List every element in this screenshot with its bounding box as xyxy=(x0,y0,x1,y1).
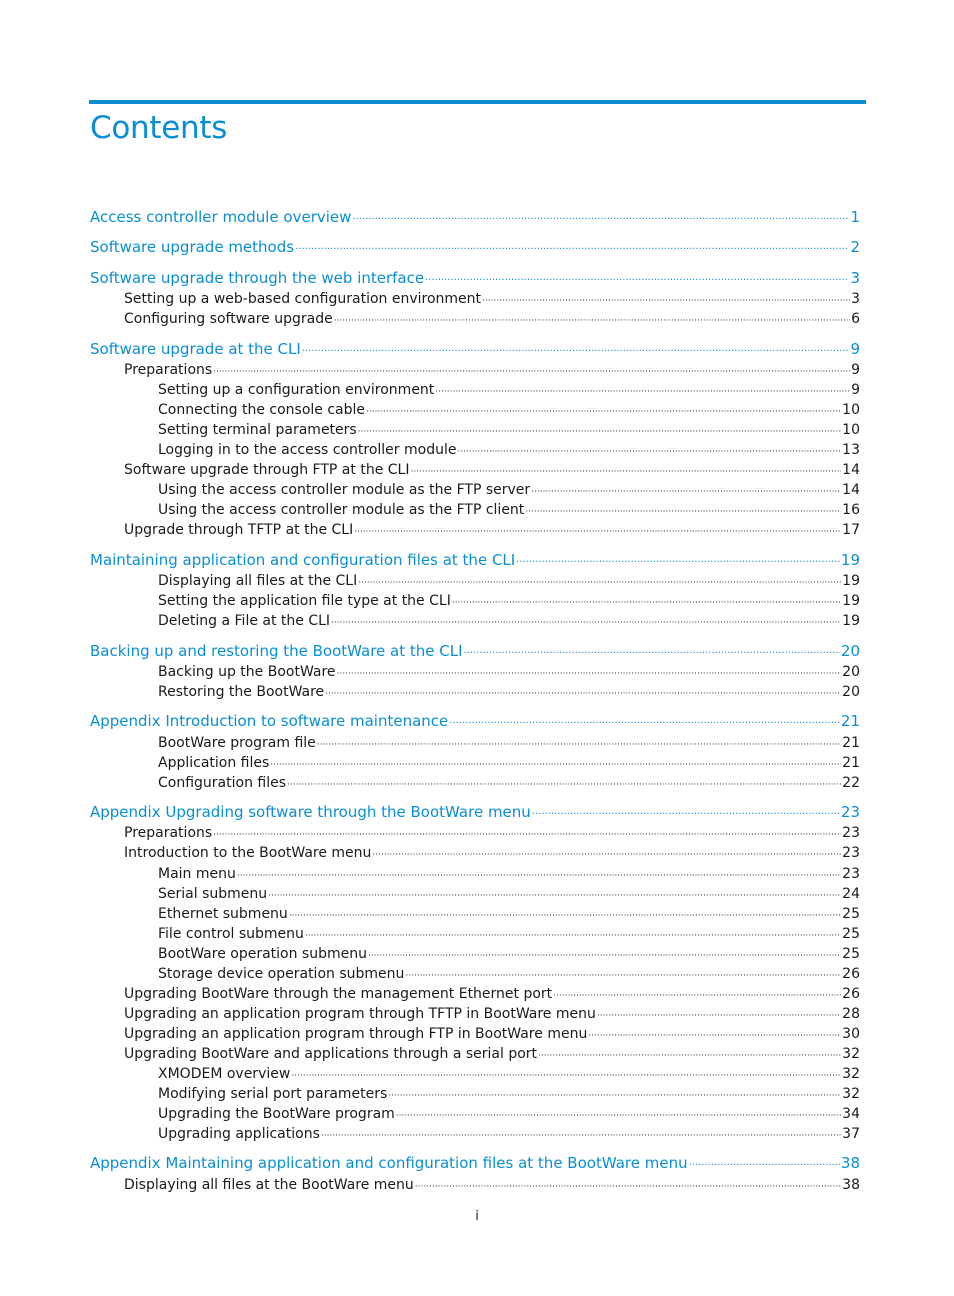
toc-entry-level-1[interactable] xyxy=(90,802,860,825)
page-title: Contents xyxy=(90,110,228,146)
toc-leader-dots xyxy=(237,866,841,886)
toc-entry-level-3[interactable] xyxy=(158,682,860,704)
toc-entry-level-3[interactable] xyxy=(158,400,860,422)
toc-entry-title: Backing up the BootWare xyxy=(158,664,336,680)
toc-entry-level-3[interactable] xyxy=(158,440,860,462)
toc-leader-dots xyxy=(331,613,841,633)
toc-entry-page: 37 xyxy=(842,1126,860,1142)
toc-leader-dots xyxy=(410,462,841,482)
toc-entry-page: 19 xyxy=(842,613,860,629)
toc-entry-title: Maintaining application and configuration files at the CLI xyxy=(90,551,516,569)
toc-leader-dots xyxy=(305,926,841,946)
toc-entry-page: 3 xyxy=(851,291,860,307)
toc-entry-level-2[interactable] xyxy=(124,1044,860,1066)
toc-entry-title: Using the access controller module as the FTP server xyxy=(158,482,531,498)
toc-leader-dots xyxy=(425,271,849,291)
toc-entry-page: 2 xyxy=(850,238,860,256)
toc-entry-level-3[interactable] xyxy=(158,1064,860,1086)
toc-entry-page: 10 xyxy=(842,422,860,438)
toc-entry-title: Setting the application file type at the CLI xyxy=(158,593,451,609)
toc-leader-dots xyxy=(302,342,850,362)
toc-entry-title: Configuring software upgrade xyxy=(124,311,333,327)
toc-entry-page: 32 xyxy=(842,1086,860,1102)
toc-leader-dots xyxy=(405,966,841,986)
toc-entry-title: Using the access controller module as the FTP client xyxy=(158,502,525,518)
toc-entry-page: 9 xyxy=(850,340,860,358)
toc-entry-level-3[interactable] xyxy=(158,864,860,886)
toc-entry-page: 3 xyxy=(850,269,860,287)
toc-entry-title: Software upgrade at the CLI xyxy=(90,340,301,358)
toc-entry-level-3[interactable] xyxy=(158,420,860,442)
toc-entry-page: 13 xyxy=(842,442,860,458)
toc-entry-title: Upgrading applications xyxy=(158,1126,320,1142)
toc-entry-page: 28 xyxy=(842,1006,860,1022)
toc-entry-page: 20 xyxy=(842,684,860,700)
toc-entry-level-2[interactable] xyxy=(124,843,860,865)
toc-entry-title: Modifying serial port parameters xyxy=(158,1086,388,1102)
toc-entry-title: Software upgrade methods xyxy=(90,238,295,256)
toc-entry-page: 10 xyxy=(842,402,860,418)
toc-entry-title: Serial submenu xyxy=(158,886,268,902)
toc-entry-page: 25 xyxy=(842,946,860,962)
toc-entry-level-3[interactable] xyxy=(158,773,860,795)
toc-leader-dots xyxy=(452,593,841,613)
toc-leader-dots xyxy=(213,825,841,845)
toc-entry-page: 34 xyxy=(842,1106,860,1122)
toc-entry-title: Upgrading the BootWare program xyxy=(158,1106,395,1122)
toc-leader-dots xyxy=(295,240,849,260)
toc-entry-level-3[interactable] xyxy=(158,884,860,906)
toc-entry-title: Main menu xyxy=(158,866,236,882)
toc-entry-page: 24 xyxy=(842,886,860,902)
toc-entry-title: Connecting the console cable xyxy=(158,402,366,418)
toc-entry-level-3[interactable] xyxy=(158,964,860,986)
toc-leader-dots xyxy=(325,684,841,704)
toc-entry-page: 30 xyxy=(842,1026,860,1042)
toc-entry-page: 9 xyxy=(851,362,860,378)
toc-entry-title: Displaying all files at the CLI xyxy=(158,573,358,589)
toc-leader-dots xyxy=(415,1177,841,1197)
toc-entry-page: 19 xyxy=(842,593,860,609)
toc-leader-dots xyxy=(291,1066,841,1086)
toc-leader-dots xyxy=(531,482,841,502)
toc-leader-dots xyxy=(388,1086,841,1106)
toc-entry-title: Software upgrade through the web interface xyxy=(90,269,425,287)
toc-entry-title: Setting up a web-based configuration environment xyxy=(124,291,482,307)
toc-entry-level-2[interactable] xyxy=(124,1175,860,1197)
toc-entry-title: Introduction to the BootWare menu xyxy=(124,845,372,861)
toc-entry-title: Upgrading BootWare and applications through a serial port xyxy=(124,1046,538,1062)
toc-entry-page: 20 xyxy=(840,642,860,660)
toc-entry-title: Upgrading BootWare through the management Ethernet port xyxy=(124,986,553,1002)
page-number: i xyxy=(475,1209,479,1224)
toc-entry-level-2[interactable] xyxy=(124,520,860,542)
toc-entry-page: 19 xyxy=(840,551,860,569)
toc-entry-level-3[interactable] xyxy=(158,733,860,755)
toc-entry-page: 38 xyxy=(840,1154,860,1172)
toc-entry-title: Ethernet submenu xyxy=(158,906,288,922)
toc-entry-page: 21 xyxy=(840,712,860,730)
toc-entry-page: 26 xyxy=(842,966,860,982)
toc-entry-level-1[interactable] xyxy=(90,237,860,260)
toc-entry-page: 25 xyxy=(842,926,860,942)
toc-entry-level-3[interactable] xyxy=(158,611,860,633)
toc-entry-page: 1 xyxy=(850,208,860,226)
toc-entry-level-3[interactable] xyxy=(158,1084,860,1106)
toc-entry-page: 23 xyxy=(840,803,860,821)
toc-entry-level-3[interactable] xyxy=(158,924,860,946)
toc-leader-dots xyxy=(516,553,840,573)
toc-entry-level-3[interactable] xyxy=(158,1124,860,1146)
toc-entry-level-2[interactable] xyxy=(124,1024,860,1046)
toc-entry-level-2[interactable] xyxy=(124,460,860,482)
toc-entry-title: Preparations xyxy=(124,362,213,378)
toc-leader-dots xyxy=(449,714,840,734)
toc-entry-title: Restoring the BootWare xyxy=(158,684,325,700)
toc-entry-level-3[interactable] xyxy=(158,944,860,966)
toc-leader-dots xyxy=(321,1126,841,1146)
toc-entry-level-3[interactable] xyxy=(158,480,860,502)
toc-entry-title: XMODEM overview xyxy=(158,1066,291,1082)
toc-entry-page: 32 xyxy=(842,1066,860,1082)
toc-entry-level-3[interactable] xyxy=(158,753,860,775)
toc-entry-page: 32 xyxy=(842,1046,860,1062)
toc-leader-dots xyxy=(334,311,850,331)
toc-entry-title: File control submenu xyxy=(158,926,304,942)
toc-entry-level-3[interactable] xyxy=(158,571,860,593)
toc-entry-page: 14 xyxy=(842,462,860,478)
toc-entry-title: Appendix Maintaining application and configuration files at the BootWare menu xyxy=(90,1154,688,1172)
toc-entry-page: 19 xyxy=(842,573,860,589)
toc-entry-title: Upgrade through TFTP at the CLI xyxy=(124,522,354,538)
toc-leader-dots xyxy=(317,735,841,755)
toc-entry-level-2[interactable] xyxy=(124,823,860,845)
toc-leader-dots xyxy=(289,906,841,926)
toc-leader-dots xyxy=(268,886,841,906)
toc-entry-title: Backing up and restoring the BootWare at the CLI xyxy=(90,642,463,660)
toc-entry-level-1[interactable] xyxy=(90,268,860,291)
toc-entry-level-1[interactable] xyxy=(90,711,860,734)
toc-entry-page: 16 xyxy=(842,502,860,518)
toc-entry-level-2[interactable] xyxy=(124,1004,860,1026)
toc-entry-title: Upgrading an application program through FTP in BootWare menu xyxy=(124,1026,588,1042)
toc-entry-page: 23 xyxy=(842,825,860,841)
toc-leader-dots xyxy=(270,755,841,775)
toc-entry-page: 23 xyxy=(842,866,860,882)
toc-leader-dots xyxy=(553,986,841,1006)
toc-leader-dots xyxy=(352,210,849,230)
toc-entry-level-1[interactable] xyxy=(90,641,860,664)
toc-entry-title: Software upgrade through FTP at the CLI xyxy=(124,462,410,478)
toc-entry-title: Upgrading an application program through TFTP in BootWare menu xyxy=(124,1006,596,1022)
toc-entry-level-2[interactable] xyxy=(124,984,860,1006)
toc-entry-level-1[interactable] xyxy=(90,339,860,362)
toc-leader-dots xyxy=(597,1006,841,1026)
toc-entry-title: Storage device operation submenu xyxy=(158,966,405,982)
toc-entry-page: 21 xyxy=(842,735,860,751)
toc-entry-level-3[interactable] xyxy=(158,904,860,926)
toc-entry-level-3[interactable] xyxy=(158,662,860,684)
toc-leader-dots xyxy=(287,775,841,795)
toc-entry-title: BootWare operation submenu xyxy=(158,946,367,962)
toc-entry-title: Setting terminal parameters xyxy=(158,422,357,438)
toc-entry-title: Preparations xyxy=(124,825,213,841)
toc-leader-dots xyxy=(689,1156,840,1176)
toc-leader-dots xyxy=(464,644,840,664)
toc-entry-title: Application files xyxy=(158,755,270,771)
toc-entry-title: Setting up a configuration environment xyxy=(158,382,435,398)
toc-entry-page: 23 xyxy=(842,845,860,861)
toc-entry-level-2[interactable] xyxy=(124,289,860,311)
toc-entry-level-3[interactable] xyxy=(158,1104,860,1126)
toc-entry-page: 6 xyxy=(851,311,860,327)
toc-entry-page: 9 xyxy=(851,382,860,398)
toc-entry-level-1[interactable] xyxy=(90,1153,860,1176)
toc-entry-page: 21 xyxy=(842,755,860,771)
toc-entry-page: 14 xyxy=(842,482,860,498)
toc-leader-dots xyxy=(337,664,842,684)
toc-entry-level-1[interactable] xyxy=(90,207,860,230)
toc-entry-page: 26 xyxy=(842,986,860,1002)
toc-leader-dots xyxy=(588,1026,841,1046)
toc-leader-dots xyxy=(372,845,841,865)
toc-leader-dots xyxy=(538,1046,841,1066)
toc-leader-dots xyxy=(354,522,841,542)
toc-leader-dots xyxy=(482,291,850,311)
toc-leader-dots xyxy=(435,382,850,402)
toc-entry-page: 25 xyxy=(842,906,860,922)
toc-leader-dots xyxy=(368,946,841,966)
toc-leader-dots xyxy=(366,402,841,422)
toc-entry-title: Appendix Introduction to software maintenance xyxy=(90,712,449,730)
toc-leader-dots xyxy=(358,573,841,593)
toc-entry-level-2[interactable] xyxy=(124,309,860,331)
toc-entry-title: Configuration files xyxy=(158,775,287,791)
toc-entry-level-2[interactable] xyxy=(124,360,860,382)
toc-leader-dots xyxy=(396,1106,841,1126)
toc-entry-level-3[interactable] xyxy=(158,380,860,402)
toc-entry-level-1[interactable] xyxy=(90,550,860,573)
toc-entry-page: 17 xyxy=(842,522,860,538)
toc-entry-title: Displaying all files at the BootWare menu xyxy=(124,1177,414,1193)
toc-leader-dots xyxy=(532,805,840,825)
toc-entry-title: Access controller module overview xyxy=(90,208,352,226)
toc-entry-level-3[interactable] xyxy=(158,591,860,613)
toc-leader-dots xyxy=(525,502,841,522)
toc-leader-dots xyxy=(213,362,850,382)
toc-entry-page: 20 xyxy=(842,664,860,680)
toc-entry-title: Deleting a File at the CLI xyxy=(158,613,331,629)
toc-entry-title: BootWare program file xyxy=(158,735,316,751)
toc-entry-page: 22 xyxy=(842,775,860,791)
toc-leader-dots xyxy=(457,442,841,462)
toc-entry-level-3[interactable] xyxy=(158,500,860,522)
toc-entry-page: 38 xyxy=(842,1177,860,1193)
toc-entry-title: Appendix Upgrading software through the BootWare menu xyxy=(90,803,531,821)
toc-entry-title: Logging in to the access controller module xyxy=(158,442,457,458)
toc-leader-dots xyxy=(358,422,841,442)
